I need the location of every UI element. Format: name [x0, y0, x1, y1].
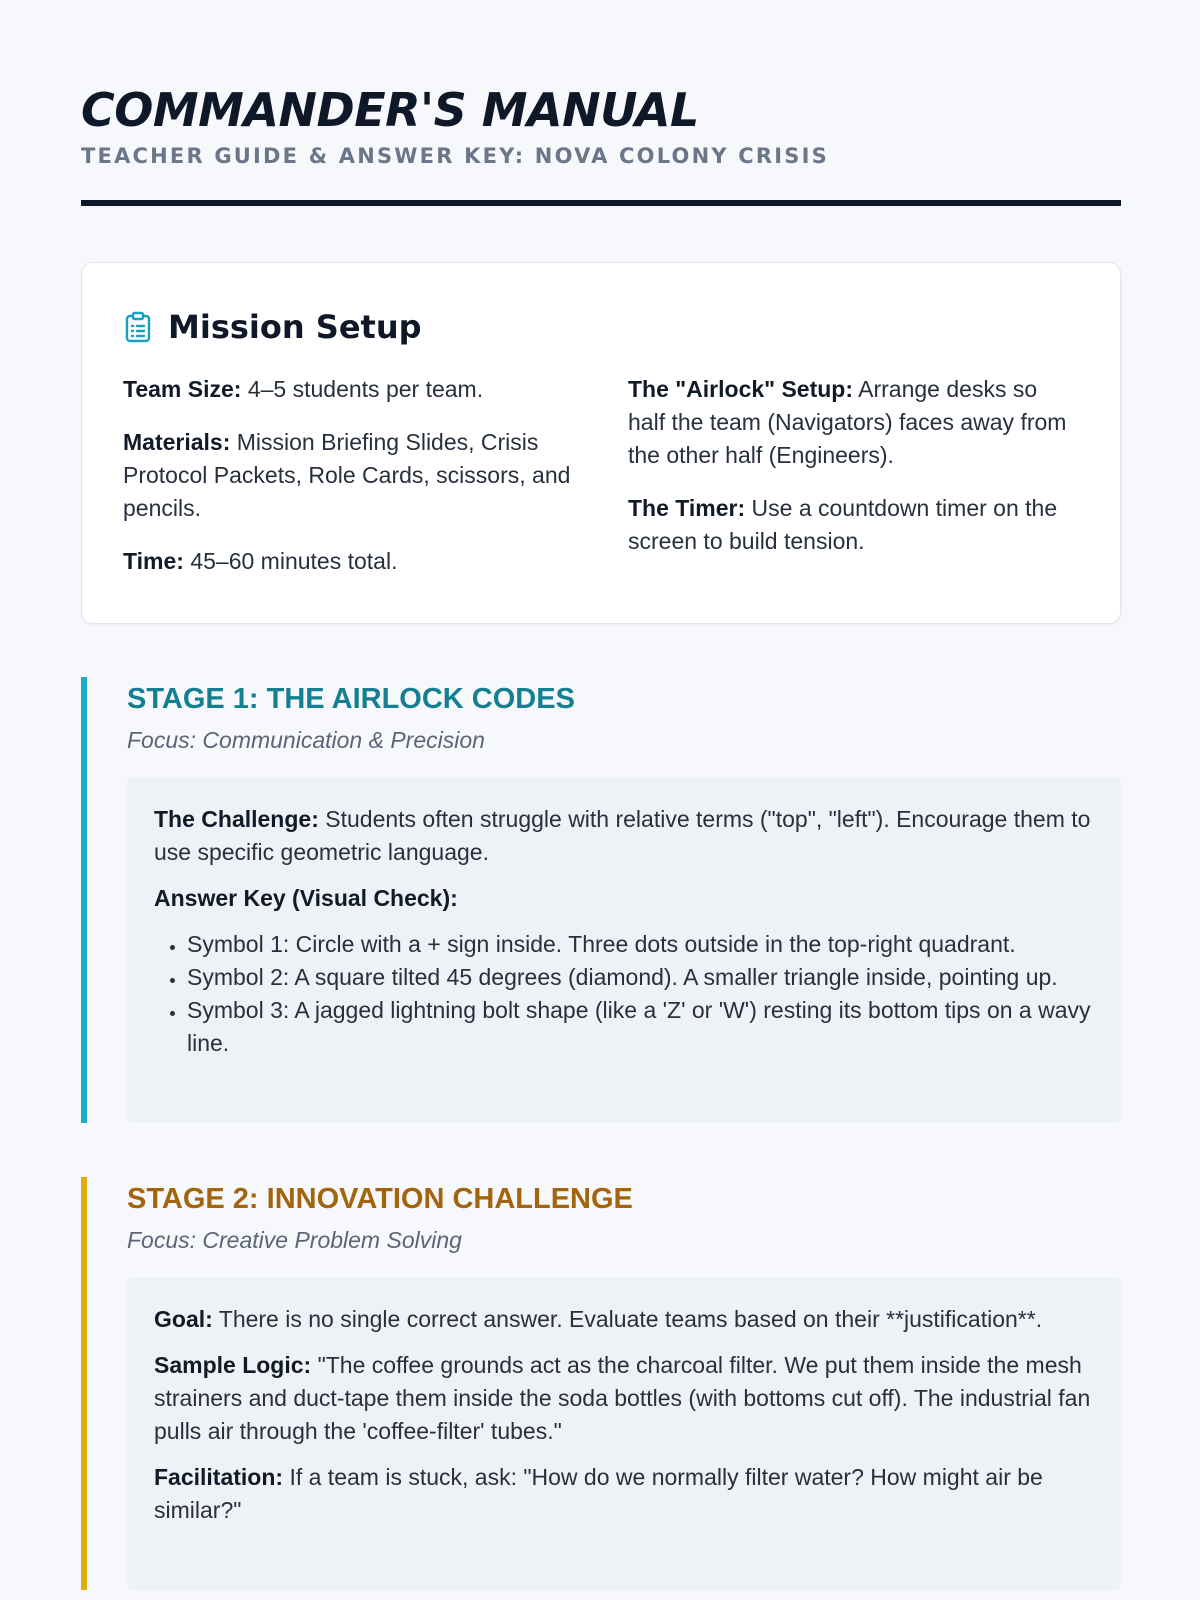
list-item: • Symbol 2: A square tilted 45 degrees (diamond). A smaller triangle inside, pointing up.: [187, 961, 1093, 994]
page-subtitle: TEACHER GUIDE & ANSWER KEY: NOVA COLONY CRISIS: [81, 144, 829, 168]
setup-label: Time:: [123, 548, 184, 574]
stage-1-accent-bar: [81, 677, 87, 1123]
page-title: COMMANDER'S MANUAL: [81, 83, 699, 137]
mission-setup-card: [81, 262, 1121, 624]
setup-column-right: [628, 373, 1078, 578]
answer-key-list: [154, 928, 1093, 1060]
setup-text: 45–60 minutes total.: [190, 548, 398, 574]
sample-logic-text: "The coffee grounds act as the charcoal filter. We put them inside the mesh strainers and duct-tape them inside the soda bottles (with bottoms cut off). The industrial fan pulls air through the 'coffee-filter' tubes.": [154, 1352, 1091, 1444]
list-item: • Symbol 1: Circle with a + sign inside. Three dots outside in the top-right quadrant.: [187, 928, 1093, 961]
clipboard-icon: [124, 311, 152, 343]
setup-time: [123, 545, 573, 578]
setup-text: Mission Briefing Slides, Crisis Protocol Packets, Role Cards, scissors, and pencils.: [123, 429, 571, 521]
stage-1-challenge: [154, 803, 1093, 869]
setup-text: Arrange desks so half the team (Navigators) faces away from the other half (Engineers).: [628, 376, 1067, 468]
goal-text: There is no single correct answer. Evaluate teams based on their **justification**.: [218, 1306, 1043, 1332]
answer-key-heading: Answer Key (Visual Check):: [154, 885, 458, 911]
challenge-text: Students often struggle with relative terms ("top", "left"). Encourage them to use specific geometric language.: [154, 806, 1091, 865]
setup-airlock: [628, 373, 1078, 472]
setup-label: The Timer:: [628, 495, 746, 521]
stage-2-title: STAGE 2: INNOVATION CHALLENGE: [127, 1183, 633, 1215]
stage-2-focus: Focus: Creative Problem Solving: [127, 1227, 462, 1253]
setup-materials: [123, 426, 573, 525]
facilitation-text: If a team is stuck, ask: "How do we normally filter water? How might air be similar?": [154, 1464, 1043, 1523]
facilitation-label: Facilitation:: [154, 1464, 284, 1490]
setup-team-size: [123, 373, 573, 406]
mission-setup-title: Mission Setup: [168, 308, 422, 346]
header-divider: [81, 200, 1121, 206]
setup-label: The "Airlock" Setup:: [628, 376, 854, 402]
stage-1-section: [81, 677, 1121, 1123]
stage-2-content-box: [127, 1277, 1121, 1590]
stage-2-goal: [154, 1303, 1093, 1336]
goal-label: Goal:: [154, 1306, 213, 1332]
setup-label: Materials:: [123, 429, 231, 455]
mission-setup-header: [124, 307, 422, 347]
challenge-label: The Challenge:: [154, 806, 319, 832]
stage-1-title: STAGE 1: THE AIRLOCK CODES: [127, 683, 575, 715]
stage-2-facilitation: [154, 1461, 1093, 1527]
setup-text: Use a countdown timer on the screen to build tension.: [628, 495, 1058, 554]
setup-column-left: [123, 373, 573, 598]
sample-logic-label: Sample Logic:: [154, 1352, 312, 1378]
stage-1-focus: Focus: Communication & Precision: [127, 727, 485, 753]
setup-timer: [628, 492, 1078, 558]
stage-2-section: [81, 1177, 1121, 1590]
stage-1-content-box: [127, 777, 1121, 1123]
stage-2-accent-bar: [81, 1177, 87, 1590]
stage-2-sample-logic: [154, 1349, 1093, 1448]
setup-label: Team Size:: [123, 376, 242, 402]
setup-text: 4–5 students per team.: [247, 376, 484, 402]
list-item: • Symbol 3: A jagged lightning bolt shape (like a 'Z' or 'W') resting its bottom tips on a wavy line.: [187, 994, 1093, 1060]
